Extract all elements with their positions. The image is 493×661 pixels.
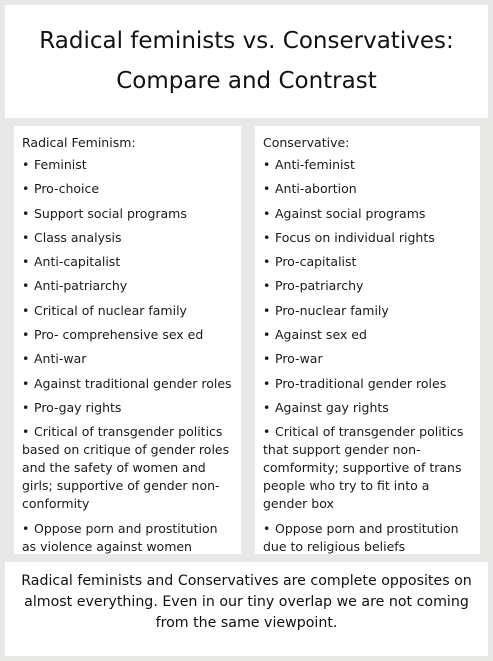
list-item: • Anti-patriarchy bbox=[22, 278, 128, 294]
list-item: • Pro-war bbox=[263, 351, 323, 367]
title-line-1: Radical feminists vs. Conservatives: bbox=[39, 28, 454, 54]
bullet-icon: • bbox=[263, 157, 271, 172]
list-item: • Critical of transgender politics based on critique of gender roles and the safety of women and girls; supportive of gender non-conformity bbox=[22, 424, 230, 512]
bullet-icon: • bbox=[263, 424, 271, 440]
bullet-icon: • bbox=[22, 278, 30, 294]
radical-feminism-column bbox=[14, 126, 241, 554]
list-item: • Anti-war bbox=[22, 351, 87, 367]
bullet-icon: • bbox=[263, 254, 271, 270]
bullet-icon: • bbox=[263, 399, 271, 415]
list-item: • Against sex ed bbox=[263, 327, 367, 343]
bullet-icon: • bbox=[263, 375, 271, 391]
list-item: • Critical of transgender politics that support gender non-comformity; supportive of trans people who try to fit into a gender box bbox=[263, 424, 464, 512]
bullet-icon: • bbox=[22, 181, 30, 197]
list-item: • Focus on individual rights bbox=[263, 229, 435, 245]
bullet-icon: • bbox=[22, 327, 30, 343]
list-item: • Class analysis bbox=[22, 229, 122, 245]
list-item: • Feminist bbox=[22, 157, 87, 172]
bullet-icon: • bbox=[263, 181, 271, 197]
list-item: • Pro- comprehensive sex ed bbox=[22, 327, 204, 343]
bullet-icon: • bbox=[263, 327, 271, 343]
radical-feminism-list bbox=[22, 156, 235, 556]
list-item: • Pro-traditional gender roles bbox=[263, 375, 447, 391]
conservative-column bbox=[255, 126, 480, 554]
bullet-icon: • bbox=[22, 229, 30, 245]
bullet-icon: • bbox=[22, 424, 30, 440]
list-item: • Oppose porn and prostitution as violence against women bbox=[22, 520, 218, 554]
list-item: • Pro-choice bbox=[22, 181, 100, 197]
bullet-icon: • bbox=[263, 302, 271, 318]
bullet-icon: • bbox=[22, 205, 30, 221]
bullet-icon: • bbox=[263, 351, 271, 367]
bullet-icon: • bbox=[22, 254, 30, 270]
list-item: • Pro-nuclear family bbox=[263, 302, 389, 318]
list-item: • Against traditional gender roles bbox=[22, 375, 232, 391]
conservative-heading: Conservative: bbox=[263, 135, 350, 150]
bullet-icon: • bbox=[263, 520, 271, 536]
conservative-list bbox=[263, 156, 474, 556]
list-item: • Oppose porn and prostitution due to religious beliefs bbox=[263, 520, 459, 554]
bullet-icon: • bbox=[22, 157, 30, 172]
bullet-icon: • bbox=[263, 205, 271, 221]
list-item: • Pro-capitalist bbox=[263, 254, 357, 270]
list-item: • Support social programs bbox=[22, 205, 187, 221]
bullet-icon: • bbox=[22, 302, 30, 318]
list-item: • Pro-patriarchy bbox=[263, 278, 364, 294]
bullet-icon: • bbox=[22, 399, 30, 415]
bullet-icon: • bbox=[22, 375, 30, 391]
title-panel bbox=[5, 5, 488, 118]
bullet-icon: • bbox=[263, 278, 271, 294]
title-line-2: Compare and Contrast bbox=[116, 68, 377, 94]
radical-feminism-heading: Radical Feminism: bbox=[22, 135, 136, 150]
summary-text: Radical feminists and Conservatives are complete opposites on almost everything. Even in our tiny overlap we are not coming from the same viewpoint. bbox=[21, 573, 472, 631]
bullet-icon: • bbox=[263, 229, 271, 245]
list-item: • Anti-capitalist bbox=[22, 254, 121, 270]
list-item: • Anti-abortion bbox=[263, 181, 357, 197]
bullet-icon: • bbox=[22, 520, 30, 536]
bullet-icon: • bbox=[22, 351, 30, 367]
list-item: • Against social programs bbox=[263, 205, 426, 221]
list-item: • Anti-feminist bbox=[263, 157, 355, 172]
list-item: • Against gay rights bbox=[263, 399, 389, 415]
list-item: • Critical of nuclear family bbox=[22, 302, 187, 318]
list-item: • Pro-gay rights bbox=[22, 399, 122, 415]
summary-panel bbox=[5, 562, 488, 656]
